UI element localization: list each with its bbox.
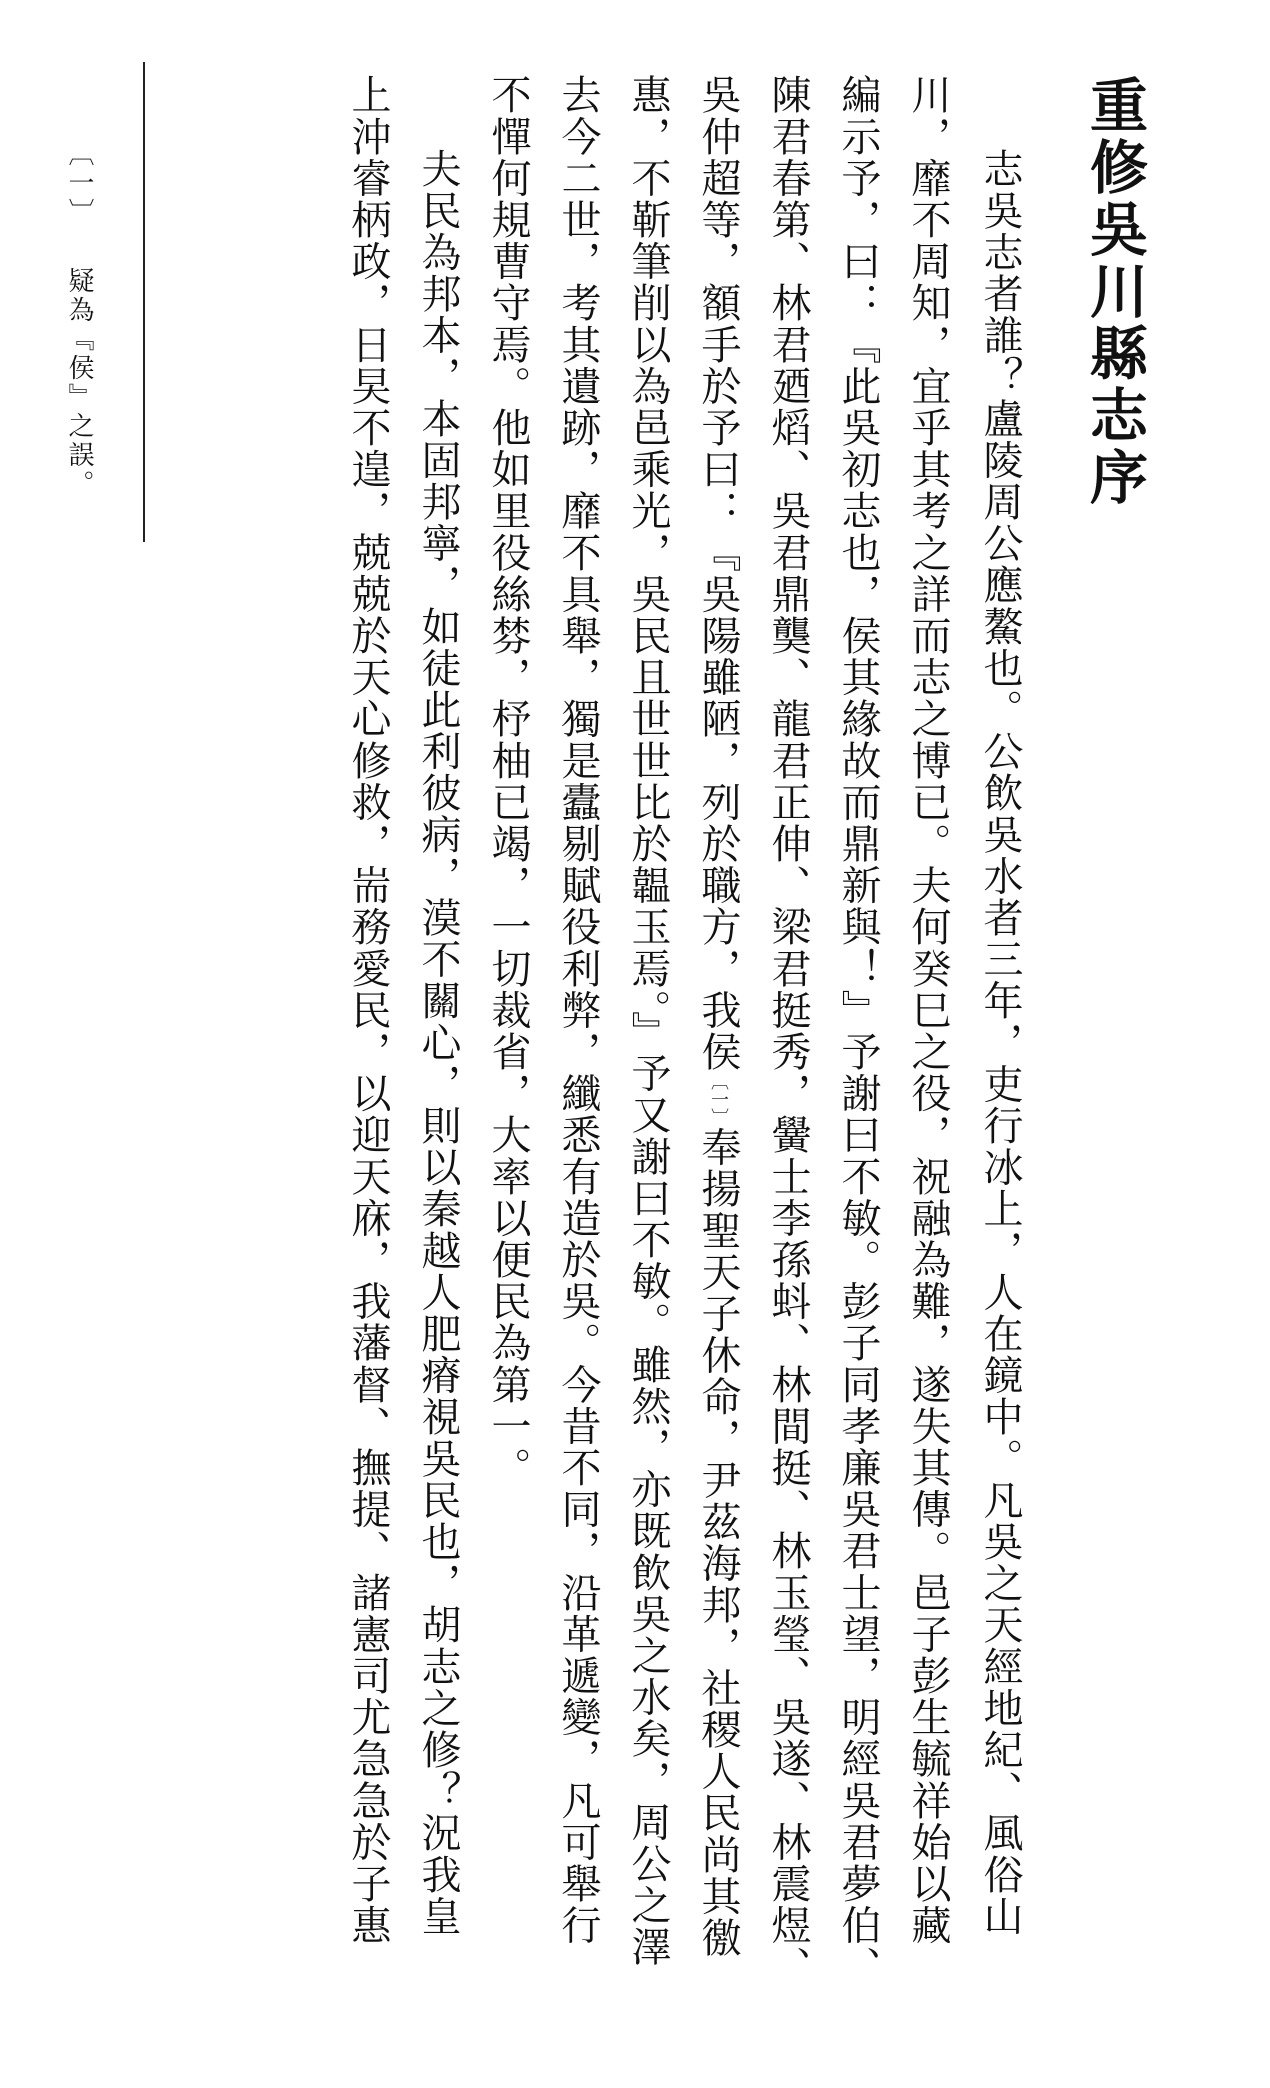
footnote-ref: 〔一〕	[708, 1072, 729, 1127]
footnote-marker: 〔一〕	[64, 140, 94, 227]
text-line-5-start: 吳仲超等，額手於予曰：『吳陽雖陋，列於職方，我侯	[695, 74, 741, 1073]
footnote-divider	[143, 62, 145, 542]
text-line-8: 不憚何規曹守焉。他如里役絲棼，杼柚已竭，一切裁省，大率以便民為第一。	[485, 74, 531, 1489]
footnote	[66, 140, 92, 499]
text-line-3: 編示予，曰：『此吳初志也，侯其緣故而鼎新與！』予謝曰不敏。彭子同孝廉吳君士望，明經吳君夢伯、	[835, 74, 881, 1988]
text-line-1: 志吳志者誰？盧陵周公應鰲也。公飲吳水者三年，吏行冰上，人在鏡中。凡吳之天經地紀、風俗山	[977, 148, 1023, 1937]
text-line-5-end: 奉揚聖天子休命，尹茲海邦，社稷人民尚其徼	[695, 1126, 741, 1959]
text-line-4: 陳君春第、林君廼熖、吳君鼎龑、龍君正伸、梁君挺秀，黌士李孫蚪、林間挺、林玉瑩、吳遂、林震煜、	[765, 74, 811, 1988]
text-line-9: 夫民為邦本，本固邦寧，如徒此利彼病，漠不關心，則以秦越人肥瘠視吳民也，胡志之修？況我皇	[415, 148, 461, 1937]
text-line-2: 川，靡不周知，宜乎其考之詳而志之博已。夫何癸巳之役，祝融為難，遂失其傳。邑子彭生毓祥始以藏	[905, 74, 951, 1946]
text-line-10: 上沖睿柄政，日旲不遑，兢兢於天心修救，耑務愛民，以迎天庥，我藩督、撫提、諸憲司尤急急於子惠	[345, 74, 391, 1946]
page-title: 重修吳川縣志序	[1080, 75, 1148, 509]
text-line-7: 去今二世，考其遺跡，靡不具舉，獨是蠹剔賦役利弊，纖悉有造於吳。今昔不同，沿革遞變，凡可舉行	[555, 74, 601, 1946]
text-line-6: 惠，不靳筆削以為邑乘光，吳民且世世比於韞玉焉。』予又謝曰不敏。雖然，亦既飲吳之水矣，周公之澤	[625, 74, 671, 1968]
footnote-text: 疑為『侯』之誤。	[64, 267, 94, 499]
text-line-5	[695, 74, 741, 1959]
